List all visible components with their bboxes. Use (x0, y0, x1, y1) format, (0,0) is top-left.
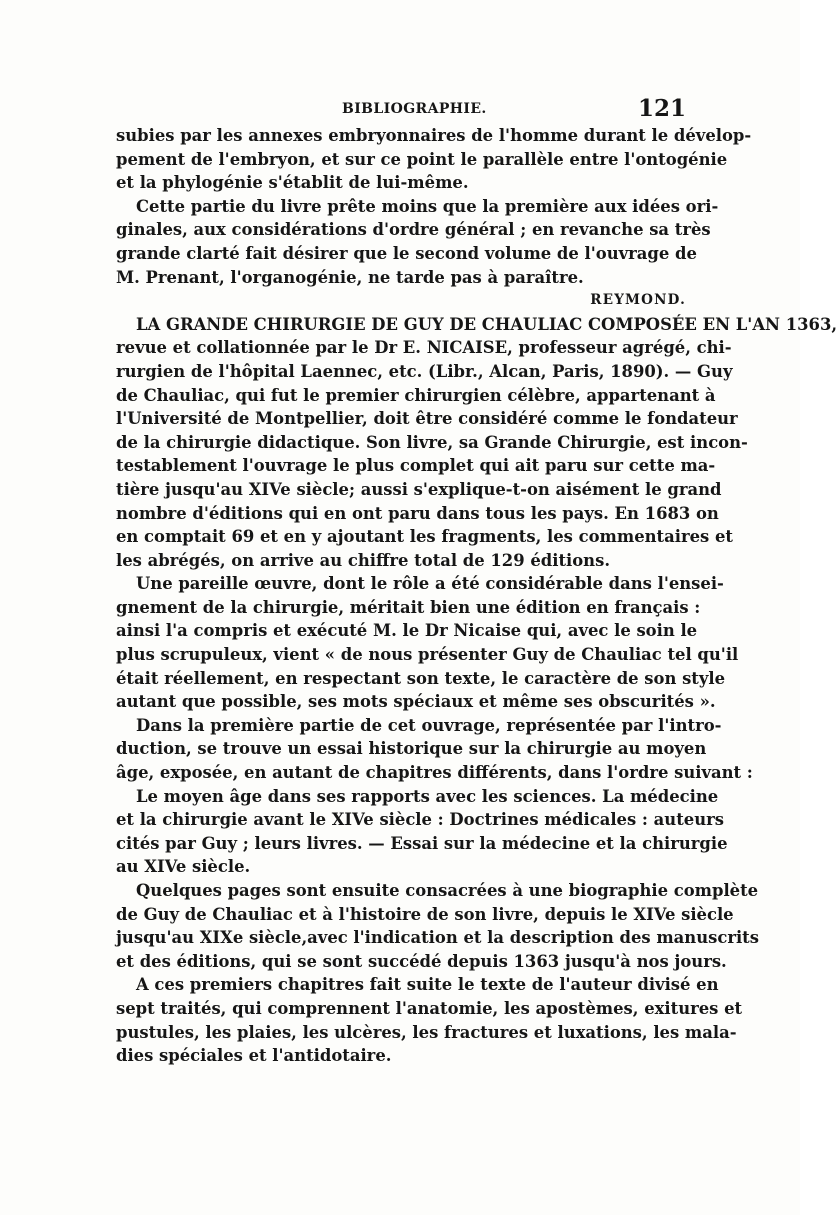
text-line: de la chirurgie didactique. Son livre, sa Grande Chirurgie, est incon- (116, 432, 748, 452)
text-line: rurgien de l'hôpital Laennec, etc. (Libr., Alcan, Paris, 1890). — Guy (116, 361, 733, 381)
text-line: autant que possible, ses mots spéciaux et même ses obscurités ». (116, 692, 716, 712)
text-line: au XIVe siècle. (116, 857, 251, 877)
text-line: pement de l'embryon, et sur ce point le parallèle entre l'ontogénie (116, 149, 728, 169)
text-line: et la phylogénie s'établit de lui-même. (116, 173, 469, 193)
text-line: subies par les annexes embryonnaires de l'homme durant le dévelop- (116, 126, 752, 145)
text-line: en comptait 69 et en y ajoutant les fragments, les commentaires et (116, 527, 733, 547)
text-line: Dans la première partie de cet ouvrage, représentée par l'intro- (136, 715, 722, 735)
text-line: A ces premiers chapitres fait suite le texte de l'auteur divisé en (136, 975, 719, 995)
text-line: grande clarté fait désirer que le second volume de l'ouvrage de (116, 243, 697, 263)
text-line: nombre d'éditions qui en ont paru dans tous les pays. En 1683 on (116, 503, 719, 523)
page-number: 121 (637, 95, 686, 122)
body-text (116, 124, 837, 1068)
review-signature: REYMOND. (590, 292, 686, 309)
text-line: testablement l'ouvrage le plus complet qui ait paru sur cette ma- (116, 456, 716, 476)
text-line: jusqu'au XIXe siècle,avec l'indication et la description des manuscrits (116, 928, 759, 948)
text-line: Cette partie du livre prête moins que la première aux idées ori- (136, 196, 719, 216)
text-line: tière jusqu'au XIVe siècle; aussi s'explique-t-on aisément le grand (116, 479, 722, 499)
text-line: et la chirurgie avant le XIVe siècle : Doctrines médicales : auteurs (116, 810, 724, 830)
text-line: gnement de la chirurgie, méritait bien une édition en français : (116, 597, 701, 617)
running-head: BIBLIOGRAPHIE. (342, 101, 487, 117)
text-line: Quelques pages sont ensuite consacrées à une biographie complète (136, 881, 759, 900)
text-line: et des éditions, qui se sont succédé depuis 1363 jusqu'à nos jours. (116, 951, 727, 971)
text-line: de Chauliac, qui fut le premier chirurgien célèbre, appartenant à (116, 385, 716, 405)
text-line: les abrégés, on arrive au chiffre total de 129 éditions. (116, 550, 611, 570)
text-line: sept traités, qui comprennent l'anatomie, les apostèmes, exitures et (116, 998, 743, 1018)
text-line: duction, se trouve un essai historique sur la chirurgie au moyen (116, 739, 707, 759)
page-header (116, 95, 686, 125)
text-line: Une pareille œuvre, dont le rôle a été considérable dans l'ensei- (136, 574, 724, 594)
text-line: dies spéciales et l'antidotaire. (116, 1046, 392, 1066)
text-line: cités par Guy ; leurs livres. — Essai sur la médecine et la chirurgie (116, 833, 728, 853)
text-line: revue et collationnée par le Dr E. NICAISE, professeur agrégé, chi- (116, 338, 732, 358)
text-line: âge, exposée, en autant de chapitres différents, dans l'ordre suivant : (116, 763, 753, 783)
review-heading: LA GRANDE CHIRURGIE DE GUY DE CHAULIAC COMPOSÉE EN L'AN 1363, (136, 314, 837, 334)
text-line: était réellement, en respectant son texte, le caractère de son style (116, 668, 726, 688)
text-line: plus scrupuleux, vient « de nous présenter Guy de Chauliac tel qu'il (116, 645, 739, 665)
text-line: de Guy de Chauliac et à l'histoire de son livre, depuis le XIVe siècle (116, 904, 734, 924)
text-line: ainsi l'a compris et exécuté M. le Dr Nicaise qui, avec le soin le (116, 621, 698, 641)
text-line: pustules, les plaies, les ulcères, les fractures et luxations, les mala- (116, 1022, 737, 1042)
text-line: l'Université de Montpellier, doit être considéré comme le fondateur (116, 409, 738, 429)
text-line: ginales, aux considérations d'ordre général ; en revanche sa très (116, 220, 711, 240)
text-line: M. Prenant, l'organogénie, ne tarde pas à paraître. (116, 267, 584, 287)
text-line: Le moyen âge dans ses rapports avec les sciences. La médecine (136, 786, 719, 806)
